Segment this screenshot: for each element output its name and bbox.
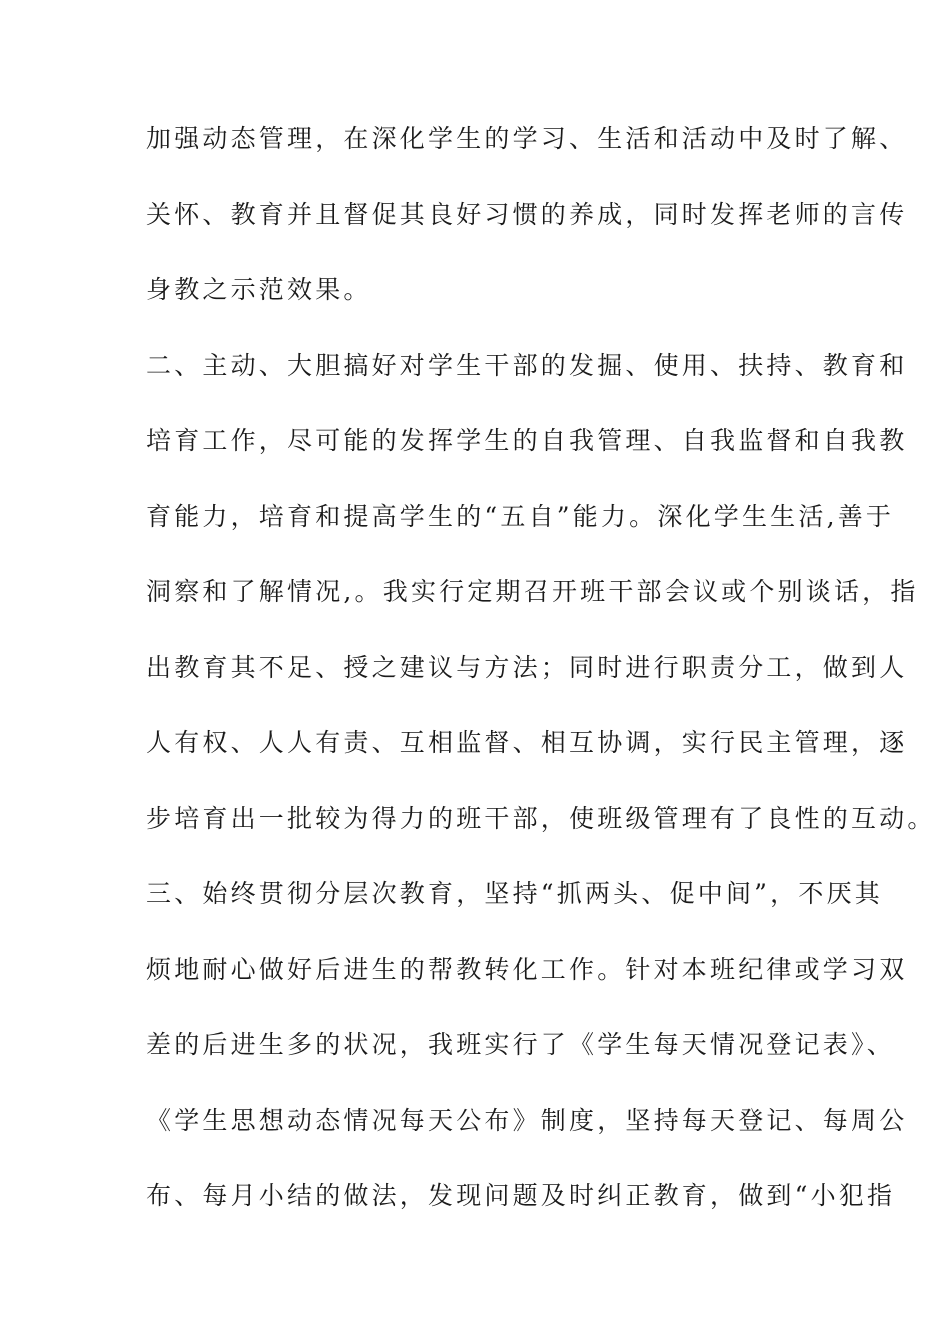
text-line: 步培育出一批较为得力的班干部，使班级管理有了良性的互动。: [146, 803, 936, 833]
text-line: 差的后进生多的状况，我班实行了《学生每天情况登记表》、: [146, 1030, 895, 1059]
document-body: [146, 124, 936, 1259]
text-line: 烦地耐心做好后进生的帮教转化工作。针对本班纪律或学习双: [146, 954, 908, 984]
text-line: 关怀、教育并且督促其良好习惯的养成，同时发挥老师的言传: [146, 199, 908, 229]
text-line: 洞察和了解情况,。我实行定期召开班干部会议或个别谈话，指: [146, 577, 919, 606]
text-line: 《学生思想动态情况每天公布》制度，坚持每天登记、每周公: [146, 1105, 908, 1135]
text-line: 二、主动、大胆搞好对学生干部的发掘、使用、扶持、教育和: [146, 350, 908, 380]
text-line: 布、每月小结的做法，发现问题及时纠正教育，做到“小犯指: [146, 1181, 896, 1210]
text-line: 人有权、人人有责、互相监督、相互协调，实行民主管理，逐: [146, 728, 908, 757]
text-line: 身教之示范效果。: [146, 275, 372, 304]
text-line: 出教育其不足、授之建议与方法；同时进行职责分工，做到人: [146, 652, 908, 682]
text-line: 加强动态管理，在深化学生的学习、生活和活动中及时了解、: [146, 124, 908, 153]
text-line: 育能力，培育和提高学生的“五自”能力。深化学生生活,善于: [146, 501, 895, 531]
text-line: 培育工作，尽可能的发挥学生的自我管理、自我监督和自我教: [146, 426, 908, 455]
text-line: 三、始终贯彻分层次教育，坚持“抓两头、促中间”，不厌其: [146, 879, 883, 908]
